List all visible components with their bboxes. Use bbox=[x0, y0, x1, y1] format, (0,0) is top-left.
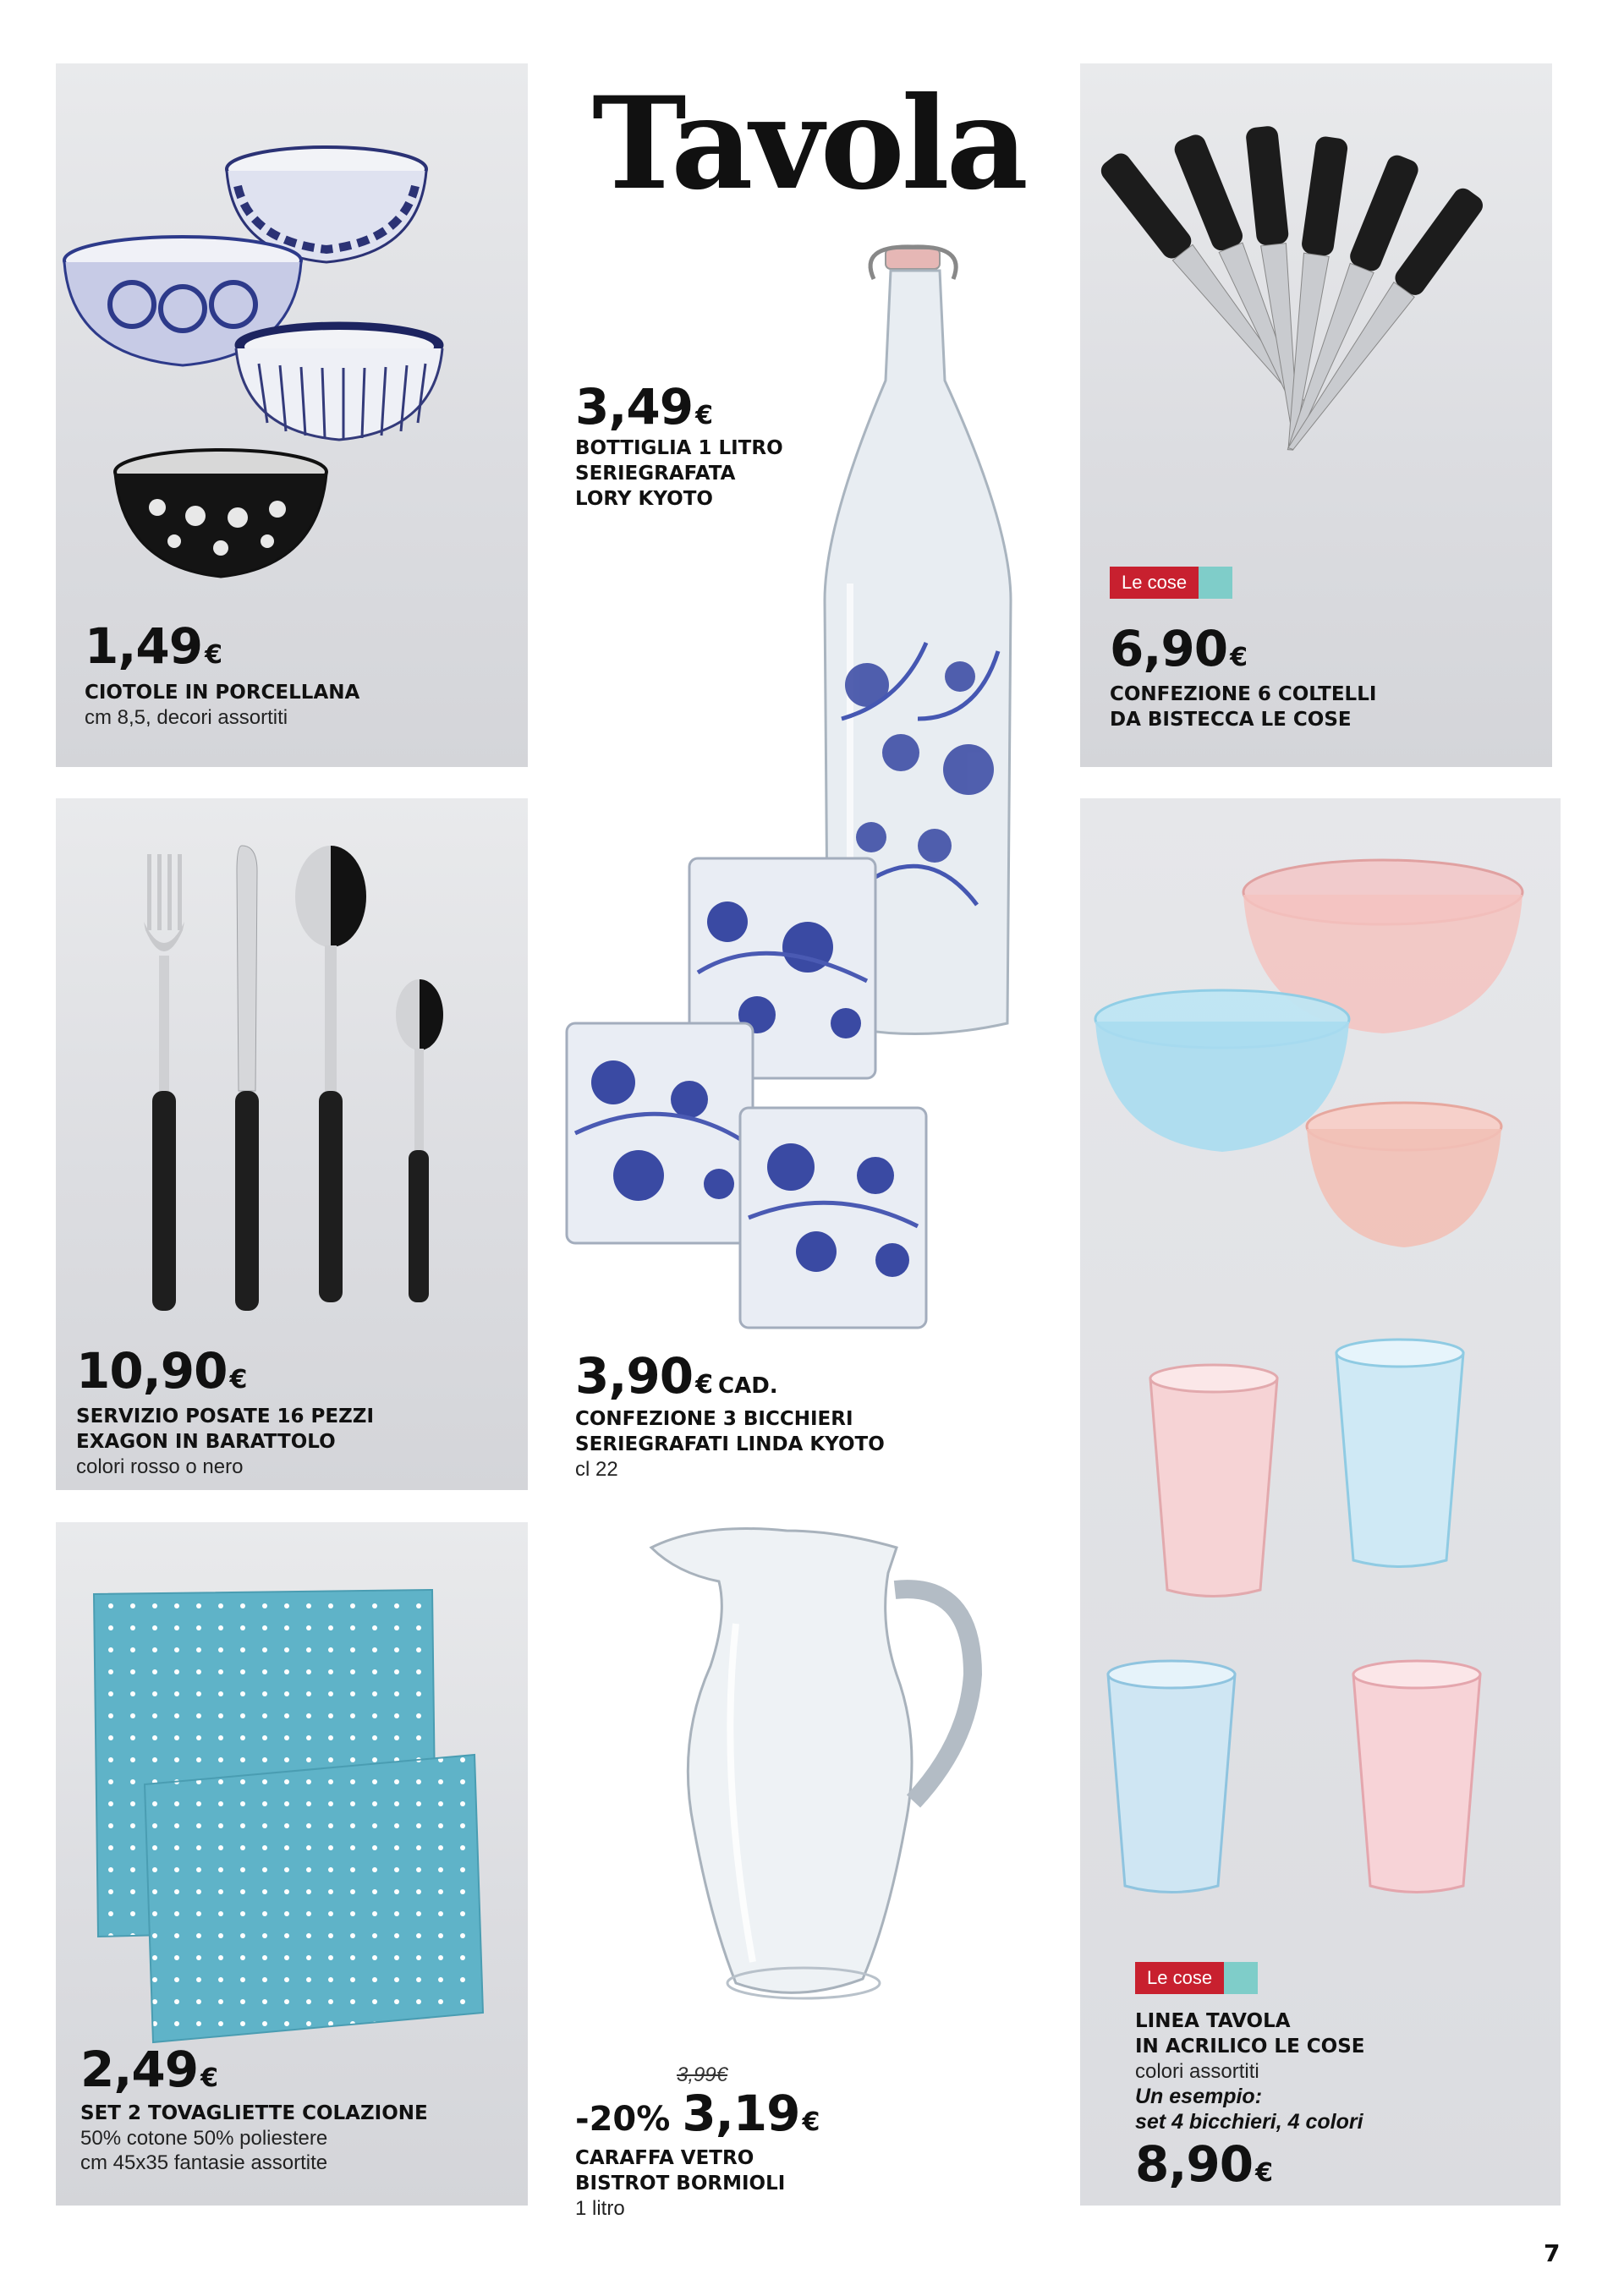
product-desc-acrilico: colori assortiti bbox=[1135, 2060, 1259, 2083]
price-value: 2,49 bbox=[80, 2041, 199, 2098]
product-desc-ciotole: cm 8,5, decori assortiti bbox=[85, 706, 288, 729]
tumblers-acrylic-image bbox=[1100, 1345, 1539, 1970]
product-name-caraffa-2: BISTROT BORMIOLI bbox=[575, 2173, 786, 2195]
product-name-ciotole: CIOTOLE IN PORCELLANA bbox=[85, 682, 360, 704]
price-acrilico bbox=[1135, 2135, 1273, 2193]
currency: € bbox=[695, 1370, 713, 1400]
brand-label: Le cose bbox=[1110, 567, 1199, 599]
price-bicchieri bbox=[575, 1347, 778, 1405]
brand-badge-le-cose-acrilico bbox=[1135, 1962, 1258, 1994]
price-value: 10,90 bbox=[76, 1342, 228, 1400]
product-name-caraffa-1: CARAFFA VETRO bbox=[575, 2147, 754, 2169]
product-name-bottiglia-1: BOTTIGLIA 1 LITRO bbox=[575, 437, 783, 459]
price-unit: CAD. bbox=[717, 1373, 778, 1399]
discount-badge: -20% bbox=[575, 2100, 671, 2139]
product-desc-tovagliette-2: cm 45x35 fantasie assortite bbox=[80, 2151, 328, 2174]
old-price-caraffa: 3,99€ bbox=[677, 2063, 728, 2086]
product-example-acrilico-2: set 4 bicchieri, 4 colori bbox=[1135, 2110, 1363, 2134]
placemats-image bbox=[56, 1573, 528, 2047]
price-value: 6,90 bbox=[1110, 620, 1228, 677]
cutlery-image bbox=[56, 837, 528, 1319]
currency: € bbox=[695, 401, 713, 430]
knives-image bbox=[1080, 118, 1552, 533]
price-ciotole bbox=[85, 617, 222, 675]
bowls-acrylic-image bbox=[1091, 854, 1548, 1285]
price-value: 1,49 bbox=[85, 617, 203, 675]
bowls-image bbox=[56, 135, 528, 609]
price-caraffa bbox=[575, 2085, 820, 2142]
price-coltelli bbox=[1110, 620, 1248, 677]
product-name-bicchieri-2: SERIEGRAFATI LINDA KYOTO bbox=[575, 1433, 885, 1455]
jug-image bbox=[626, 1522, 998, 2021]
product-desc-posate: colori rosso o nero bbox=[76, 1455, 244, 1478]
brand-label: Le cose bbox=[1135, 1962, 1224, 1994]
product-example-acrilico-1: Un esempio: bbox=[1135, 2085, 1263, 2108]
page-number: 7 bbox=[1544, 2239, 1561, 2267]
currency: € bbox=[229, 1365, 248, 1395]
product-name-bicchieri-1: CONFEZIONE 3 BICCHIERI bbox=[575, 1408, 853, 1430]
product-name-posate-1: SERVIZIO POSATE 16 PEZZI bbox=[76, 1406, 375, 1427]
product-name-bottiglia-3: LORY KYOTO bbox=[575, 488, 713, 510]
glasses-image bbox=[562, 854, 952, 1328]
price-value: 3,49 bbox=[575, 378, 694, 436]
currency: € bbox=[1230, 643, 1248, 672]
price-value: 8,90 bbox=[1135, 2135, 1254, 2193]
product-name-coltelli-1: CONFEZIONE 6 COLTELLI bbox=[1110, 683, 1377, 705]
brand-accent bbox=[1224, 1962, 1258, 1994]
product-name-bottiglia-2: SERIEGRAFATA bbox=[575, 463, 736, 485]
product-name-acrilico-1: LINEA TAVOLA bbox=[1135, 2010, 1291, 2032]
currency: € bbox=[205, 640, 222, 670]
product-name-coltelli-2: DA BISTECCA LE COSE bbox=[1110, 709, 1352, 731]
product-desc-tovagliette-1: 50% cotone 50% poliestere bbox=[80, 2127, 328, 2150]
price-value: 3,19 bbox=[682, 2085, 800, 2142]
currency: € bbox=[1255, 2158, 1273, 2188]
brand-accent bbox=[1199, 567, 1232, 599]
price-value: 3,90 bbox=[575, 1347, 694, 1405]
product-name-posate-2: EXAGON IN BARATTOLO bbox=[76, 1431, 336, 1453]
product-name-acrilico-2: IN ACRILICO LE COSE bbox=[1135, 2036, 1365, 2058]
page-title: Tavola bbox=[592, 69, 1025, 218]
price-tovagliette bbox=[80, 2041, 218, 2098]
brand-badge-le-cose bbox=[1110, 567, 1232, 599]
price-bottiglia bbox=[575, 378, 713, 436]
product-desc-bicchieri: cl 22 bbox=[575, 1458, 618, 1481]
currency: € bbox=[802, 2107, 820, 2137]
product-name-tovagliette: SET 2 TOVAGLIETTE COLAZIONE bbox=[80, 2102, 428, 2124]
currency: € bbox=[200, 2063, 218, 2093]
product-desc-caraffa: 1 litro bbox=[575, 2197, 625, 2220]
price-posate bbox=[76, 1342, 248, 1400]
